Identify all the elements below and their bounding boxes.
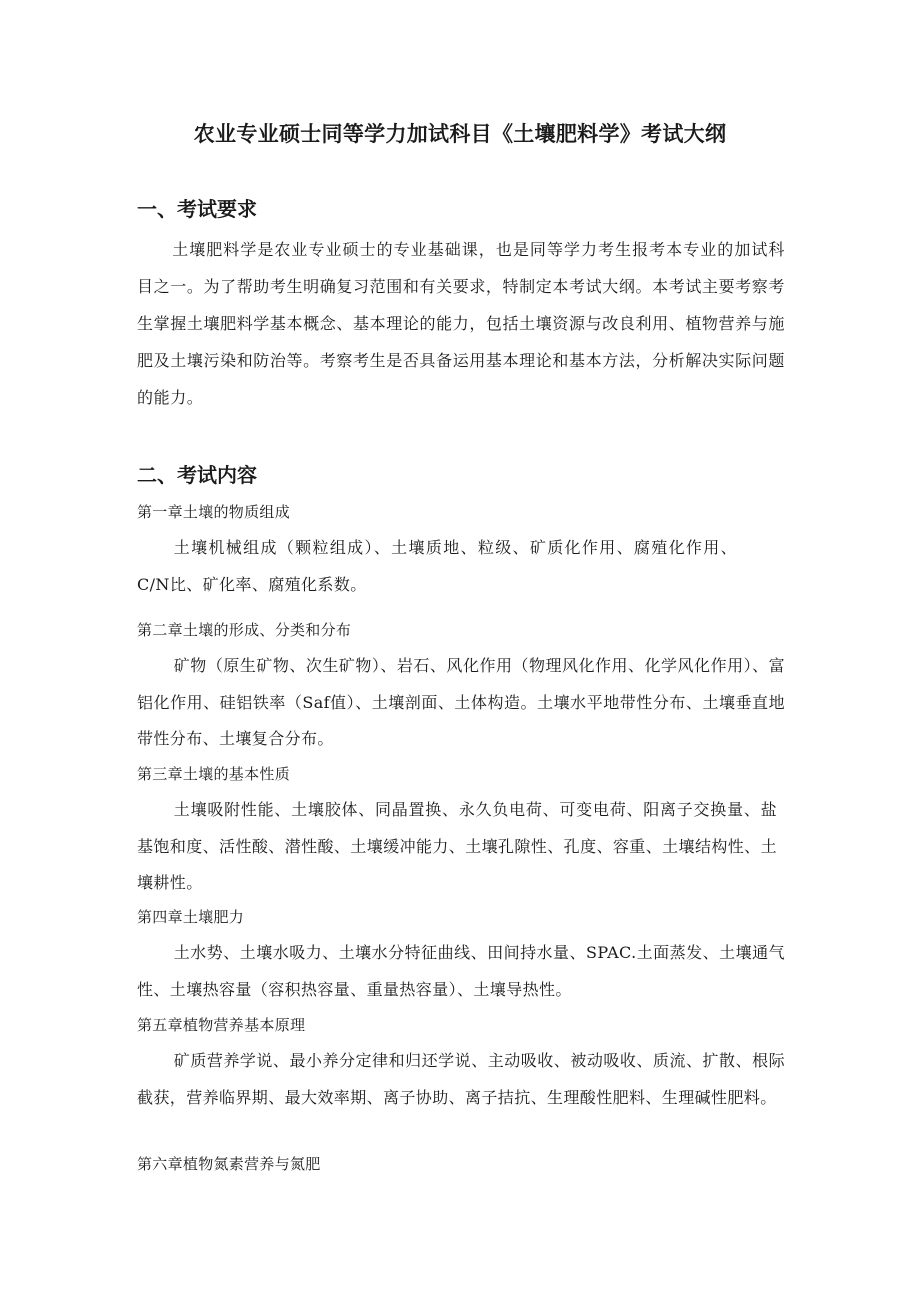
chapter-content: 土壤机械组成（颗粒组成）、土壤质地、粒级、矿质化作用、腐殖化作用、C/N比、矿化率、腐殖化系数。 [137, 538, 737, 594]
chapter-title: 第四章土壤肥力 [137, 908, 245, 926]
chapter-content: 矿物（原生矿物、次生矿物）、岩石、风化作用（物理风化作用、化学风化作用）、富铝化作用、硅铝铁率（Saf值）、土壤剖面、土体构造。土壤水平地带性分布、土壤垂直地带性分布、土壤复合分布。 [137, 656, 785, 748]
chapter-content: 矿质营养学说、最小养分定律和归还学说、主动吸收、被动吸收、质流、扩散、根际截获，营养临界期、最大效率期、离子协助、离子拮抗、生理酸性肥料、生理碱性肥料。 [137, 1051, 785, 1107]
chapter-title: 第二章土壤的形成、分类和分布 [137, 621, 352, 639]
document-title: 农业专业硕士同等学力加试科目《土壤肥料学》考试大纲 [193, 122, 727, 146]
chapter-title: 第六章植物氮素营养与氮肥 [137, 1155, 321, 1173]
chapter-content: 土壤吸附性能、土壤胶体、同晶置换、永久负电荷、可变电荷、阳离子交换量、盐基饱和度、活性酸、潜性酸、土壤缓冲能力、土壤孔隙性、孔度、容重、土壤结构性、土壤耕性。 [137, 800, 777, 892]
requirements-paragraph: 土壤肥料学是农业专业硕士的专业基础课，也是同等学力考生报考本专业的加试科目之一。为了帮助考生明确复习范围和有关要求，特制定本考试大纲。本考试主要考察考生掌握土壤肥料学基本概念、基本理论的能力，包括土壤资源与改良利用、植物营养与施肥及土壤污染和防治等。考察考生是否具备运用基本理论和基本方法，分析解决实际问题的能力。 [137, 240, 785, 407]
chapter-title: 第三章土壤的基本性质 [137, 765, 291, 783]
chapter-title: 第五章植物营养基本原理 [137, 1016, 306, 1034]
section-heading-requirements: 一、考试要求 [137, 197, 257, 221]
chapter-title: 第一章土壤的物质组成 [137, 503, 291, 521]
chapter-content: 土水势、土壤水吸力、土壤水分特征曲线、田间持水量、SPAC.土面蒸发、土壤通气性、土壤热容量（容积热容量、重量热容量）、土壤导热性。 [137, 943, 785, 999]
section-heading-content: 二、考试内容 [137, 463, 257, 487]
